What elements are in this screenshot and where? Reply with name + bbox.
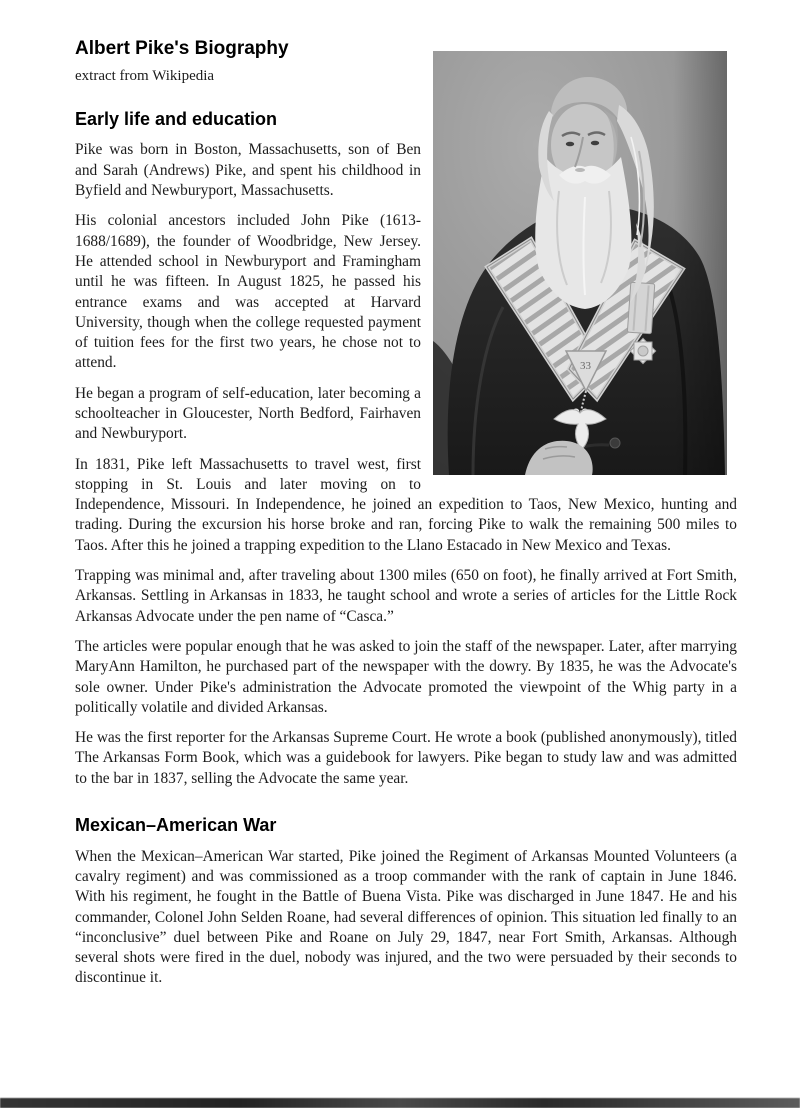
paragraph-birth: Pike was born in Boston, Massachusetts, son of Ben and Sarah (Andrews) Pike, and spent his childhood in Byfield and Newburyport, Massachusetts.	[75, 141, 421, 200]
paragraph-travel-west: In 1831, Pike left Massachusetts to travel west, first stopping in St. Louis and later moving on to Independence, Missouri. In Independence, he joined an expedition to Taos, New Mexico, hunting and trading. During the excursion his horse broke and ran, forcing Pike to walk the remaining 500 miles to Taos. After this he joined a trapping expedition to the Llano Estacado in New Mexico and Texas.	[75, 455, 737, 554]
section-heading-early-life: Early life and education	[75, 108, 278, 129]
portrait-photo	[433, 51, 727, 475]
paragraph-ancestors: His colonial ancestors included John Pike (1613-1688/1689), the founder of Woodbridge, New Jersey. He attended school in Newburyport and Framingham until he was fifteen. In August 1825, he passed his entrance exams and was accepted at Harvard University, though when the college requested payment of tuition fees for the first two years, he chose not to attend.	[75, 212, 421, 372]
page-title: Albert Pike's Biography	[75, 38, 289, 59]
paragraph-reporter: He was the first reporter for the Arkansas Supreme Court. He wrote a book (published anonymously), titled The Arkansas Form Book, which was a guidebook for lawyers. Pike began to study law and was admitted to the bar in 1837, selling the Advocate the same year.	[75, 729, 737, 787]
page-subtitle: extract from Wikipedia	[75, 67, 215, 84]
bottom-shadow-bar	[0, 1098, 800, 1108]
albert-pike-portrait-image	[433, 51, 727, 475]
paragraph-self-education: He began a program of self-education, later becoming a schoolteacher in Gloucester, North Bedford, Fairhaven and Newburyport.	[75, 384, 421, 443]
paragraph-fort-smith: Trapping was minimal and, after traveling about 1300 miles (650 on foot), he finally arrived at Fort Smith, Arkansas. Settling in Arkansas in 1833, he taught school and wrote a series of articles for the Little Rock Arkansas Advocate under the pen name of “Casca.”	[75, 567, 737, 625]
paragraph-advocate: The articles were popular enough that he was asked to join the staff of the newspaper. Later, after marrying MaryAnn Hamilton, he purchased part of the newspaper with the dowry. By 1835, he was the Advocate's sole owner. Under Pike's administration the Advocate promoted the viewpoint of the Whig party in a politically volatile and divided Arkansas.	[75, 637, 737, 716]
section-heading-mexican-war: Mexican–American War	[75, 815, 277, 836]
paragraph-mexican-war: When the Mexican–American War started, Pike joined the Regiment of Arkansas Mounted Volunteers (a cavalry regiment) and was commissioned as a troop commander with the rank of captain in June 1846. With his regiment, he fought in the Battle of Buena Vista. Pike was discharged in June 1847. He and his commander, Colonel John Selden Roane, had several differences of opinion. This situation led finally to an “inconclusive” duel between Pike and Roane on July 29, 1847, near Fort Smith, Arkansas. Although several shots were fired in the duel, nobody was injured, and the two were persuaded by their seconds to discontinue it.	[75, 847, 737, 987]
svg-text:33: 33	[580, 360, 591, 372]
